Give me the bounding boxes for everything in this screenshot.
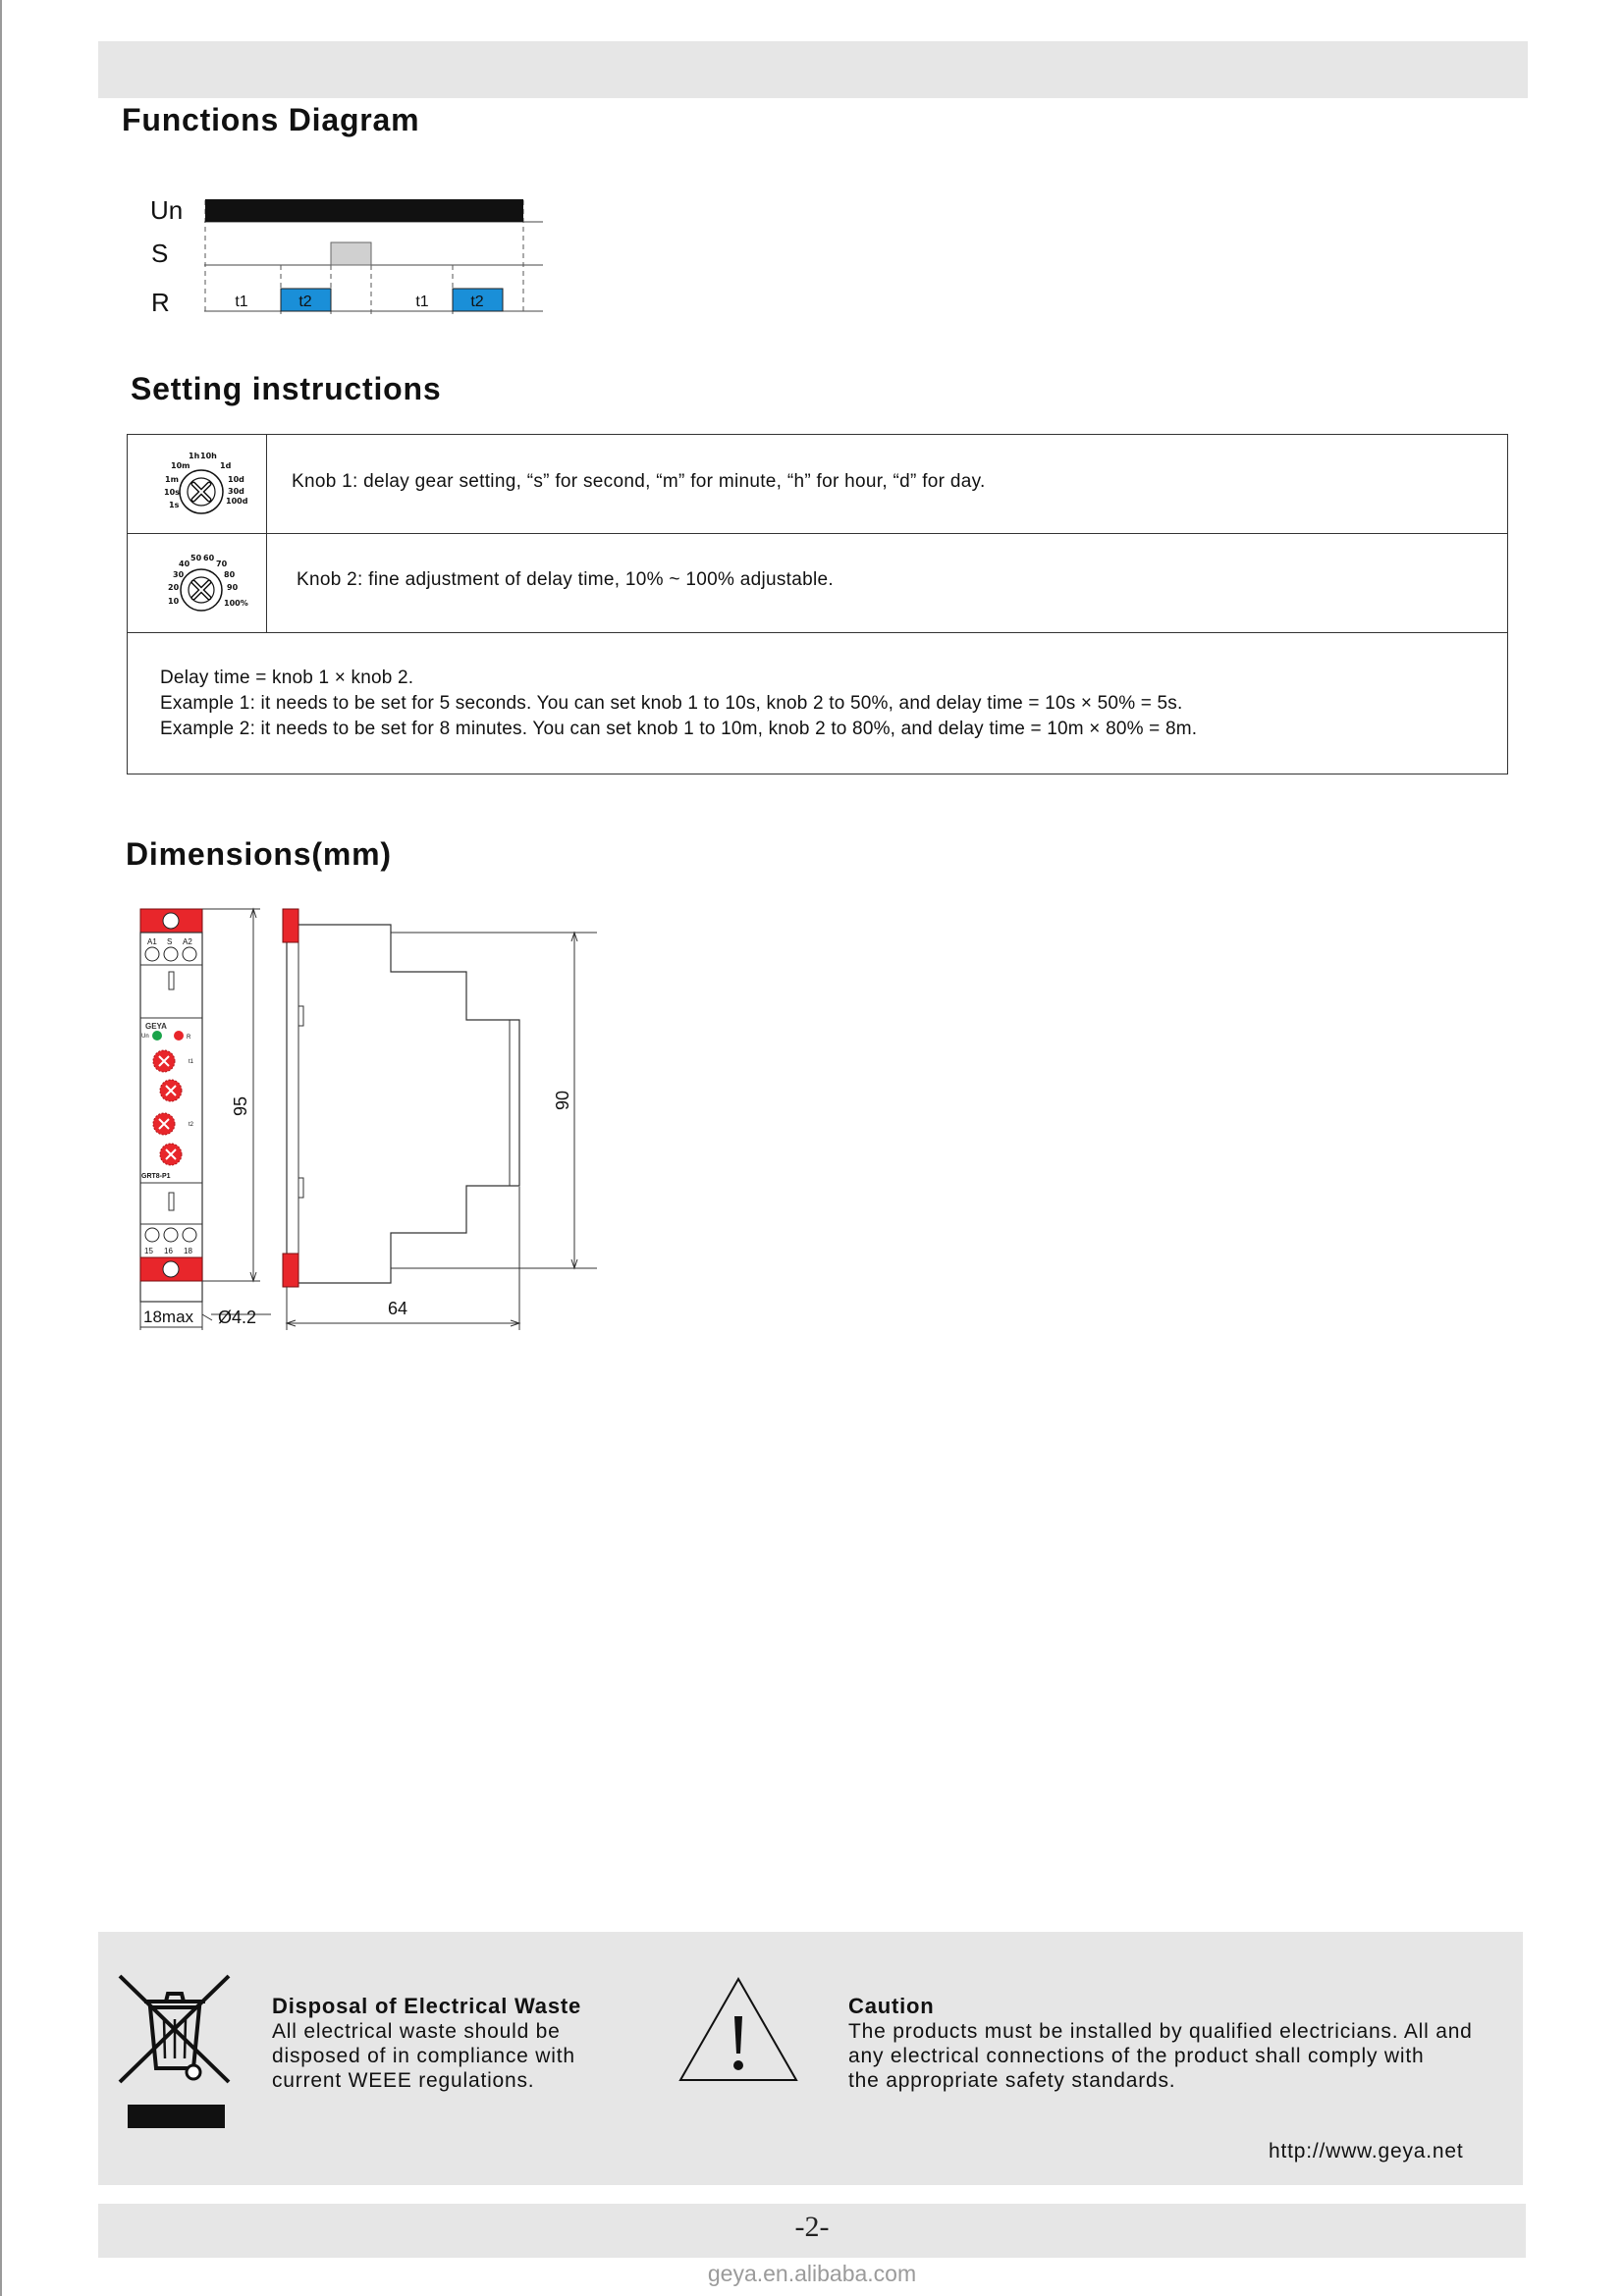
settings-table [127,434,1508,774]
svg-text:50: 50 [190,554,202,562]
signal-label-un: Un [150,195,184,225]
signal-label-s: S [151,239,169,268]
table-divider-2 [266,533,267,632]
svg-text:10m: 10m [171,461,190,470]
svg-text:100d: 100d [226,497,248,506]
svg-text:GEYA: GEYA [145,1022,167,1031]
table-row-line-2 [128,632,1507,633]
table-divider-1 [266,435,267,533]
side-view [283,909,519,1287]
svg-text:S: S [167,937,173,946]
knob-2-description: Knob 2: fine adjustment of delay time, 10% ~ 100% adjustable. [297,569,834,590]
dim-95-label: 95 [231,1095,250,1117]
header-band [98,41,1528,98]
t2-label-2: t2 [470,294,484,310]
delay-examples [160,666,1197,742]
dimensions-drawing [128,898,599,1330]
dim-width-label: 18max [143,1308,194,1326]
caution-line-1: The products must be installed by qualified electricians. All and [848,2020,1473,2043]
svg-text:20: 20 [168,583,180,592]
svg-text:1s: 1s [169,501,180,509]
svg-text:1d: 1d [220,461,232,470]
svg-text:10: 10 [168,597,180,606]
table-row-line-1 [128,533,1507,534]
caution-line-2: any electrical connections of the product shall comply with [848,2045,1425,2067]
setting-instructions-heading: Setting instructions [131,371,442,406]
caution-line-3: the appropriate safety standards. [848,2069,1176,2092]
svg-text:GRT8-P1: GRT8-P1 [141,1173,171,1180]
dim-90-label: 90 [553,1090,572,1111]
svg-text:30: 30 [173,570,185,579]
svg-text:60: 60 [203,554,215,562]
delay-formula: Delay time = knob 1 × knob 2. [160,667,414,688]
svg-text:18: 18 [184,1247,192,1255]
svg-text:15: 15 [144,1247,153,1255]
page-number: -2- [794,2211,830,2243]
svg-text:A2: A2 [183,937,192,946]
svg-text:70: 70 [216,560,228,568]
weee-bin-icon [117,1968,233,2130]
dim-hole-label: Ø4.2 [218,1308,257,1327]
t1-label-2: t1 [415,294,429,310]
disposal-notice [272,1994,581,2093]
watermark: geya.en.alibaba.com [707,2261,917,2286]
svg-text:t2: t2 [189,1122,194,1128]
dim-64-label: 64 [388,1299,408,1318]
disposal-line-1: All electrical waste should be [272,2020,561,2043]
example-2: Example 2: it needs to be set for 8 minutes. You can set knob 1 to 10m, knob 2 to 80%, and delay time = 10m × 80% = 8m. [160,719,1198,739]
signal-label-r: R [151,288,170,317]
un-bar [205,199,523,222]
svg-text:16: 16 [164,1247,173,1255]
svg-text:80: 80 [224,570,236,579]
front-view [140,909,202,1302]
knob-2-icon [149,545,257,621]
disposal-line-2: disposed of in compliance with [272,2045,575,2067]
s-pulse [331,242,371,265]
caution-notice [848,1994,1473,2093]
disposal-title: Disposal of Electrical Waste [272,1994,582,2018]
example-1: Example 1: it needs to be set for 5 seconds. You can set knob 1 to 10s, knob 2 to 50%, and delay time = 10s × 50% = 5s. [160,693,1183,714]
disposal-line-3: current WEEE regulations. [272,2069,535,2092]
dimensions-heading: Dimensions(mm) [126,836,392,872]
svg-text:R: R [187,1035,191,1041]
functions-diagram-heading: Functions Diagram [122,102,420,137]
caution-title: Caution [848,1994,935,2018]
svg-text:1m: 1m [165,475,179,484]
svg-text:t1: t1 [189,1059,194,1065]
website-link[interactable]: http://www.geya.net [1269,2140,1464,2163]
svg-text:Un: Un [141,1034,149,1040]
svg-text:90: 90 [227,583,239,592]
warning-triangle-icon [677,1975,800,2085]
svg-text:40: 40 [179,560,190,568]
svg-text:10s: 10s [164,488,180,497]
t2-label-1: t2 [298,294,312,310]
left-page-edge [0,0,2,2296]
knob-1-description: Knob 1: delay gear setting, “s” for second, “m” for minute, “h” for hour, “d” for day. [292,471,986,492]
svg-text:10d: 10d [228,475,244,484]
svg-text:1h: 1h [189,452,200,460]
timing-diagram [137,187,550,324]
svg-text:A1: A1 [147,937,157,946]
svg-text:100%: 100% [224,599,248,608]
svg-text:10h: 10h [200,452,217,460]
svg-text:30d: 30d [228,487,244,496]
t1-label-1: t1 [235,294,248,310]
knob-1-icon [147,447,255,523]
